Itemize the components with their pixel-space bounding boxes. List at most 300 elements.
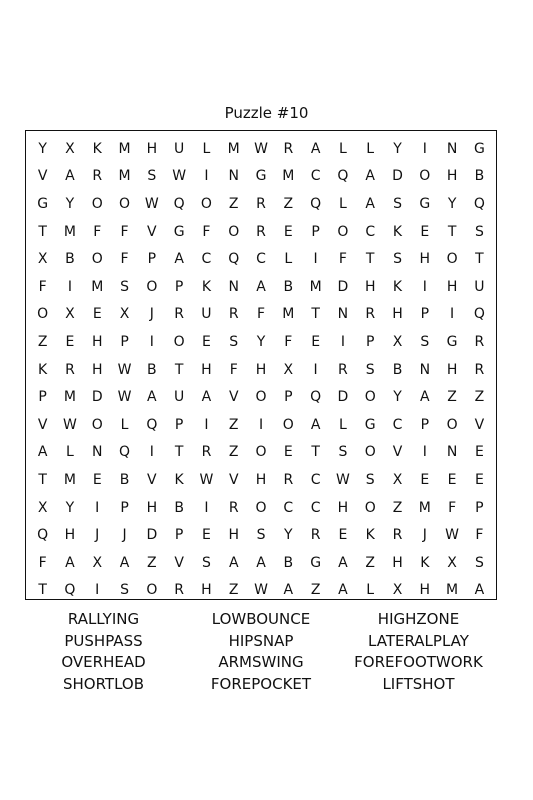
word-item: SHORTLOB [62,674,145,693]
grid-cell[interactable]: I [258,416,264,433]
grid-cell[interactable]: Q [228,251,240,268]
grid-cell[interactable]: T [174,361,184,378]
grid-cell[interactable]: I [422,444,427,461]
grid-cell[interactable]: B [283,278,294,295]
grid-cell[interactable]: T [475,251,484,268]
grid-cell[interactable]: G [37,195,49,212]
grid-cell[interactable]: D [337,389,349,406]
grid-cell[interactable]: T [447,223,457,240]
grid-cell[interactable]: I [67,278,73,295]
grid-cell[interactable]: W [117,389,132,406]
grid-cell[interactable]: H [255,471,267,488]
grid-cell[interactable]: E [92,306,102,323]
grid-cell[interactable]: E [474,444,484,461]
grid-cell[interactable]: Q [146,416,158,433]
grid-cell[interactable]: T [311,444,320,461]
grid-cell[interactable]: P [174,278,184,295]
grid-cell[interactable]: O [37,306,49,323]
grid-cell[interactable]: B [65,251,75,268]
grid-cell[interactable]: G [473,140,485,157]
grid-cell[interactable]: A [256,278,266,295]
grid-cell[interactable]: H [201,582,212,599]
grid-cell[interactable]: P [38,389,47,406]
grid-cell[interactable]: R [474,361,485,378]
grid-cell[interactable]: E [202,333,211,350]
grid-cell[interactable]: H [392,306,403,323]
grid-cell[interactable]: D [146,527,158,544]
grid-cell[interactable]: S [393,251,402,268]
grid-cell[interactable]: P [420,416,430,433]
grid-cell[interactable]: P [284,389,293,406]
grid-cell[interactable]: G [446,333,458,350]
grid-cell[interactable]: L [339,416,347,433]
grid-cell[interactable]: A [37,444,48,461]
grid-cell[interactable]: X [392,333,403,350]
grid-cell[interactable]: S [365,361,375,378]
word-column [340,609,497,695]
grid-cell[interactable]: Q [173,195,185,212]
grid-cell[interactable]: K [201,278,212,295]
grid-cell[interactable]: Z [37,333,48,350]
grid-cell[interactable]: E [474,471,484,488]
grid-cell[interactable]: H [419,582,431,599]
grid-cell[interactable]: I [149,333,154,350]
grid-cell[interactable]: P [311,223,320,240]
grid-cell[interactable]: B [147,361,157,378]
grid-cell[interactable]: E [283,223,293,240]
grid-cell[interactable]: O [91,195,103,212]
grid-cell[interactable]: A [310,416,321,433]
grid-cell[interactable]: Q [473,306,485,323]
grid-cell[interactable]: M [227,140,240,157]
grid-cell[interactable]: X [283,361,294,378]
grid-cell[interactable]: O [419,168,431,185]
grid-cell[interactable]: K [38,361,48,378]
grid-cell[interactable]: W [335,471,350,488]
grid-cell[interactable]: S [120,582,129,599]
grid-cell[interactable]: A [420,389,430,406]
grid-cell[interactable]: P [120,333,129,350]
grid-row [26,135,496,163]
grid-cell[interactable]: C [201,251,212,268]
grid-cell[interactable]: Q [337,168,349,185]
grid-cell[interactable]: Z [392,499,403,516]
grid-cell[interactable]: I [204,499,209,516]
grid-cell[interactable]: O [91,416,103,433]
grid-cell[interactable]: A [65,554,75,571]
grid-cell[interactable]: J [149,306,154,323]
grid-cell[interactable]: O [173,333,185,350]
grid-cell[interactable]: H [91,333,103,350]
grid-cell[interactable]: Z [474,389,485,406]
grid-cell[interactable]: Y [38,140,47,157]
grid-cell[interactable]: W [172,168,187,185]
grid-cell[interactable]: A [228,554,239,571]
grid-cell[interactable]: M [118,168,131,185]
grid-cell[interactable]: O [228,223,240,240]
grid-cell[interactable]: K [174,471,184,488]
grid-cell[interactable]: R [474,333,485,350]
grid-cell[interactable]: N [419,361,431,378]
grid-cell[interactable]: L [284,251,293,268]
grid-cell[interactable]: I [313,361,318,378]
grid-cell[interactable]: S [474,223,484,240]
grid-cell[interactable]: R [174,306,184,323]
grid-cell[interactable]: Q [310,195,322,212]
grid-cell[interactable]: Q [119,444,131,461]
grid-cell[interactable]: O [364,499,376,516]
grid-cell[interactable]: H [146,499,158,516]
grid-cell[interactable]: H [201,361,212,378]
grid-cell[interactable]: G [364,416,376,433]
grid-cell[interactable]: Z [228,582,239,599]
grid-cell[interactable]: C [310,168,321,185]
grid-cell[interactable]: K [420,554,430,571]
grid-cell[interactable]: O [119,195,131,212]
grid-cell[interactable]: V [174,554,184,571]
grid-cell[interactable]: A [338,582,348,599]
grid-cell[interactable]: S [229,333,239,350]
grid-cell[interactable]: R [256,223,266,240]
grid-cell[interactable]: M [282,168,295,185]
grid-cell[interactable]: D [337,278,349,295]
grid-cell[interactable]: G [310,554,322,571]
grid-cell[interactable]: A [119,554,130,571]
grid-cell[interactable]: O [200,195,212,212]
grid-cell[interactable]: B [174,499,184,516]
grid-cell[interactable]: C [310,499,321,516]
grid-cell[interactable]: T [365,251,375,268]
grid-cell[interactable]: H [446,168,458,185]
grid-cell[interactable]: E [92,471,102,488]
grid-cell[interactable]: W [63,416,77,433]
grid-cell[interactable]: A [474,582,485,599]
grid-cell[interactable]: H [255,361,267,378]
grid-cell[interactable]: E [311,333,321,350]
grid-cell[interactable]: O [255,444,267,461]
grid-cell[interactable]: U [174,140,185,157]
grid-cell[interactable]: L [339,140,347,157]
word-item: RALLYING [67,610,140,628]
grid-cell[interactable]: O [255,499,267,516]
grid-cell[interactable]: V [228,389,239,406]
grid-cell[interactable]: S [256,527,266,544]
grid-cell[interactable]: V [392,444,403,461]
grid-cell[interactable]: E [447,471,457,488]
grid-cell[interactable]: A [256,554,266,571]
grid-cell[interactable]: Z [310,582,321,599]
grid-cell[interactable]: H [419,251,431,268]
grid-cell[interactable]: B [474,168,485,185]
grid-cell[interactable]: N [228,278,239,295]
grid-cell[interactable]: P [174,527,184,544]
grid-cell[interactable]: F [229,361,238,378]
grid-cell[interactable]: M [63,471,76,488]
grid-cell[interactable]: O [446,251,458,268]
grid-cell[interactable]: O [146,278,158,295]
grid-cell[interactable]: M [118,140,131,157]
word-item: OVERHEAD [61,653,146,671]
grid-cell[interactable]: T [311,306,320,323]
grid-cell[interactable]: V [147,223,157,240]
grid-cell[interactable]: K [365,527,375,544]
grid-cell[interactable]: F [448,499,457,516]
grid-cell[interactable]: L [202,140,211,157]
grid-cell[interactable]: O [446,416,458,433]
grid-cell[interactable]: E [420,223,430,240]
word-item: LIFTSHOT [382,674,455,693]
grid-cell[interactable]: L [366,140,375,157]
grid-cell[interactable]: H [146,140,158,157]
grid-cell[interactable]: R [392,527,403,544]
grid-cell[interactable]: P [120,499,129,516]
grid-cell[interactable]: T [38,582,47,599]
grid-cell[interactable]: V [37,168,48,185]
grid-cell[interactable]: F [93,223,102,240]
grid-cell[interactable]: W [199,471,214,488]
grid-cell[interactable]: J [122,527,127,544]
grid-cell[interactable]: F [338,251,347,268]
grid-cell[interactable]: J [95,527,100,544]
grid-cell[interactable]: K [92,140,102,157]
grid-cell[interactable]: B [119,471,130,488]
grid-cell[interactable]: W [144,195,159,212]
grid-cell[interactable]: Y [393,389,402,406]
grid-cell[interactable]: Z [228,444,239,461]
grid-cell[interactable]: M [282,306,295,323]
grid-cell[interactable]: C [256,251,266,268]
grid-cell[interactable]: L [120,416,129,433]
grid-cell[interactable]: S [338,444,348,461]
grid-cell[interactable]: R [283,471,294,488]
grid-cell[interactable]: S [120,278,129,295]
grid-cell[interactable]: K [392,278,403,295]
grid-cell[interactable]: Z [228,195,239,212]
grid-cell[interactable]: Q [310,389,322,406]
grid-cell[interactable]: Y [393,140,402,157]
grid-cell[interactable]: Y [65,499,75,516]
grid-cell[interactable]: X [65,140,75,157]
grid-cell[interactable]: O [364,389,376,406]
grid-cell[interactable]: A [283,582,294,599]
grid-cell[interactable]: H [228,527,239,544]
grid-cell[interactable]: F [38,554,47,571]
grid-cell[interactable]: T [174,444,184,461]
grid-cell[interactable]: H [446,278,458,295]
grid-cell[interactable]: A [310,140,321,157]
grid-cell[interactable]: Z [447,389,457,406]
grid-cell[interactable]: W [117,361,132,378]
word-item: FOREFOOTWORK [354,653,483,671]
grid-cell[interactable]: S [201,554,211,571]
grid-cell[interactable]: A [147,389,157,406]
grid-cell[interactable]: X [37,251,48,268]
grid-cell[interactable]: R [92,168,103,185]
grid-cell[interactable]: Z [283,195,294,212]
grid-cell[interactable]: X [119,306,130,323]
grid-cell[interactable]: O [146,582,158,599]
grid-cell[interactable]: V [147,471,157,488]
grid-cell[interactable]: A [65,168,75,185]
grid-cell[interactable]: X [392,582,403,599]
grid-cell[interactable]: I [422,278,427,295]
grid-cell[interactable]: T [38,471,47,488]
grid-cell[interactable]: M [418,499,431,516]
grid-cell[interactable]: Y [65,195,75,212]
grid-cell[interactable]: N [92,444,103,461]
grid-cell[interactable]: Z [365,554,375,571]
grid-cell[interactable]: V [474,416,485,433]
grid-cell[interactable]: I [422,140,427,157]
grid-cell[interactable]: H [392,554,403,571]
grid-cell[interactable]: E [338,527,348,544]
grid-cell[interactable]: D [392,168,403,185]
grid-cell[interactable]: R [201,444,212,461]
grid-cell[interactable]: S [365,471,375,488]
grid-cell[interactable]: J [422,527,427,544]
grid-row [26,328,496,356]
grid-cell[interactable]: S [393,195,402,212]
grid-cell[interactable]: R [256,195,266,212]
grid-cell[interactable]: P [147,251,157,268]
grid-cell[interactable]: S [420,333,430,350]
grid-cell[interactable]: V [37,416,48,433]
grid-cell[interactable]: H [364,278,376,295]
grid-cell[interactable]: C [283,499,294,516]
grid-cell[interactable]: N [446,140,458,157]
grid-cell[interactable]: X [447,554,457,571]
grid-cell[interactable]: E [420,471,430,488]
grid-cell[interactable]: I [149,444,154,461]
grid-cell[interactable]: Z [147,554,157,571]
grid-cell[interactable]: M [309,278,322,295]
grid-cell[interactable]: S [147,168,157,185]
grid-cell[interactable]: F [475,527,484,544]
grid-cell[interactable]: R [174,582,184,599]
grid-cell[interactable]: A [174,251,184,268]
grid-cell[interactable]: N [446,444,458,461]
grid-cell[interactable]: Y [284,527,293,544]
grid-cell[interactable]: O [282,416,294,433]
grid-cell[interactable]: I [340,333,345,350]
grid-cell[interactable]: I [313,251,318,268]
grid-cell[interactable]: F [120,223,129,240]
grid-cell[interactable]: Y [256,333,266,350]
grid-cell[interactable]: L [66,444,74,461]
grid-cell[interactable]: M [63,223,76,240]
grid-cell[interactable]: P [420,306,430,323]
grid-cell[interactable]: F [256,306,266,323]
grid-row [26,494,496,522]
grid-cell[interactable]: B [392,361,403,378]
grid-cell[interactable]: R [283,140,294,157]
grid-cell[interactable]: X [37,499,48,516]
grid-cell[interactable]: P [475,499,484,516]
grid-cell[interactable]: U [474,278,485,295]
grid-cell[interactable]: S [474,554,484,571]
grid-cell[interactable]: O [91,251,103,268]
grid-cell[interactable]: M [446,582,459,599]
grid-cell[interactable]: M [63,389,76,406]
grid-cell[interactable]: V [228,471,239,488]
grid-cell[interactable]: A [338,554,348,571]
grid-cell[interactable]: X [392,471,403,488]
grid-cell[interactable]: I [95,499,100,516]
grid-cell[interactable]: R [65,361,75,378]
grid-cell[interactable]: A [365,168,375,185]
grid-cell[interactable]: A [201,389,212,406]
grid-row [26,301,496,329]
grid-cell[interactable]: X [92,554,103,571]
grid-cell[interactable]: R [228,306,239,323]
grid-cell[interactable]: C [310,471,321,488]
grid-cell[interactable]: N [228,168,239,185]
grid-cell[interactable]: H [64,527,76,544]
grid-cell[interactable]: H [337,499,349,516]
grid-cell[interactable]: P [174,416,184,433]
grid-cell[interactable]: F [202,223,211,240]
grid-cell[interactable]: Q [37,527,49,544]
grid-cell[interactable]: F [284,333,293,350]
grid-cell[interactable]: O [364,444,376,461]
grid-cell[interactable]: H [446,361,458,378]
grid-cell[interactable]: K [392,223,403,240]
grid-cell[interactable]: E [202,527,211,544]
grid-cell[interactable]: H [91,361,103,378]
grid-cell[interactable]: G [255,168,267,185]
grid-cell[interactable]: B [283,554,294,571]
grid-cell[interactable]: F [120,251,129,268]
grid-cell[interactable]: N [337,306,349,323]
grid-cell[interactable]: Y [447,195,457,212]
grid-cell[interactable]: M [91,278,104,295]
grid-cell[interactable]: C [365,223,376,240]
grid-cell[interactable]: I [95,582,100,599]
grid-cell[interactable]: C [392,416,403,433]
grid-cell[interactable]: W [445,527,460,544]
grid-cell[interactable]: Q [64,582,76,599]
grid-cell[interactable]: E [283,444,293,461]
grid-cell[interactable]: R [228,499,239,516]
grid-cell[interactable]: R [365,306,376,323]
grid-cell[interactable]: D [91,389,103,406]
grid-cell[interactable]: U [174,389,185,406]
grid-cell[interactable]: P [365,333,375,350]
grid-cell[interactable]: A [365,195,375,212]
grid-cell[interactable]: F [38,278,47,295]
grid-cell[interactable]: R [338,361,348,378]
grid-cell[interactable]: Q [473,195,485,212]
grid-cell[interactable]: L [339,195,347,212]
grid-cell[interactable]: W [254,140,268,157]
grid-cell[interactable]: T [38,223,47,240]
grid-cell[interactable]: O [255,389,267,406]
grid-cell[interactable]: L [366,582,375,599]
grid-cell[interactable]: O [337,223,349,240]
grid-cell[interactable]: I [204,416,209,433]
word-list [25,609,497,695]
grid-cell[interactable]: Z [228,416,239,433]
grid-cell[interactable]: G [419,195,431,212]
grid-cell[interactable]: W [254,582,268,599]
grid-cell[interactable]: E [65,333,75,350]
grid-cell[interactable]: X [65,306,75,323]
grid-cell[interactable]: I [204,168,209,185]
grid-cell[interactable]: I [450,306,455,323]
grid-cell[interactable]: G [173,223,185,240]
grid-cell[interactable]: U [201,306,212,323]
grid-cell[interactable]: R [310,527,321,544]
